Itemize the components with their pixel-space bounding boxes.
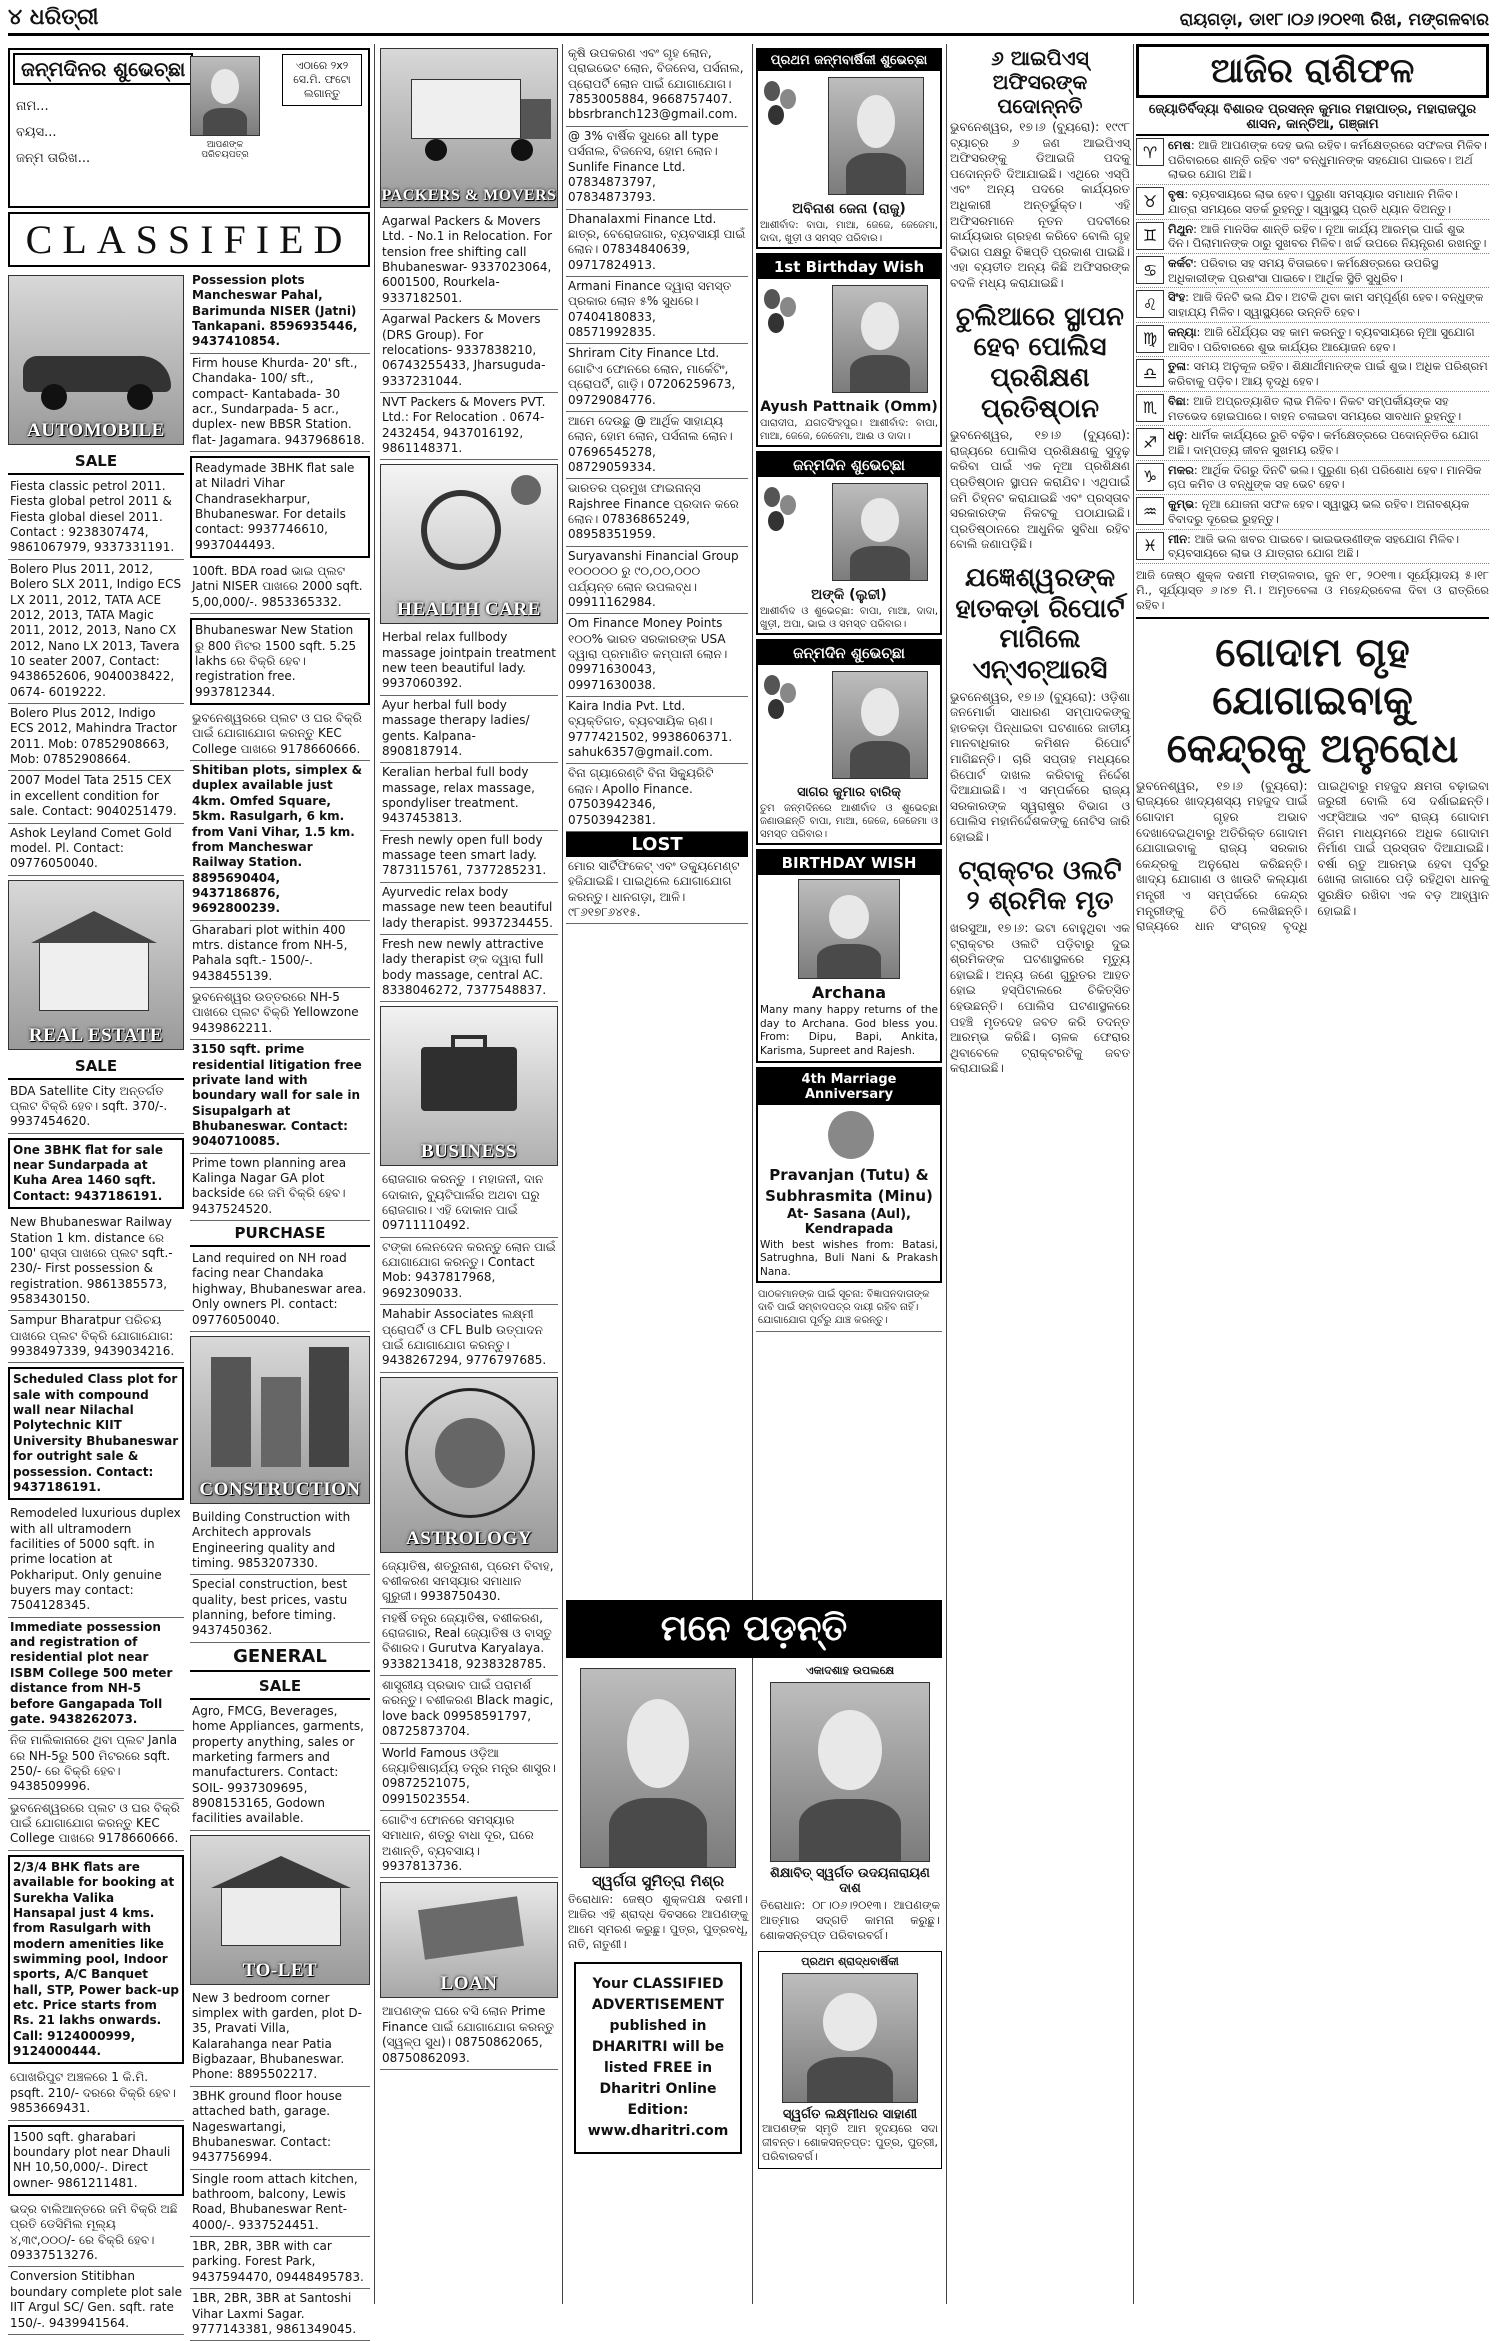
packers-ad: Agarwal Packers & Movers (DRS Group). For relocations- 9337838210, 06743255433, Jharsuguda- 9337231044. [380, 310, 558, 393]
plot-ad: Bhubaneswar New Station ରୁ 800 ମିଟର 1500 sqft. 5.25 lakhs ରେ ବିକ୍ରି ହେବ। registration free. 9937812344. [190, 618, 370, 705]
memorial-right-name: ଶିକ୍ଷାବିତ୍ ସ୍ୱର୍ଗତ ଉଦୟନାରାୟଣ ଦାଶ [770, 1866, 930, 1896]
purchase-ad: Land required on NH road facing near Chandaka highway, Bhubaneswar area. Only owners Pl. contact: 09776050040. [190, 1249, 370, 1332]
column-divider [374, 44, 375, 2304]
child-photo [832, 483, 928, 581]
zodiac-name: ମେଷ [1168, 138, 1191, 152]
horoscope-text: କୁମ୍ଭ: ନୂଆ ଯୋଜନା ସଫଳ ହେବ। ସ୍ୱାସ୍ଥ୍ୟ ଭଲ ରହିବ। ଅନାବଶ୍ୟକ ବିବାଦରୁ ଦୂରେଇ ରୁହନ୍ତୁ। [1168, 497, 1470, 526]
zodiac-name: କନ୍ୟା [1168, 324, 1197, 339]
child-photo [832, 285, 928, 393]
birthday-greeting-2 [756, 639, 942, 845]
horoscope-item [1136, 323, 1489, 357]
general-sale-heading: SALE [190, 1674, 370, 1700]
astrology-ad: ଗୋଟିଏ ଫୋନରେ ସମସ୍ୟାର ସମାଧାନ, ଶତ୍ରୁ ବାଧା ଦୂର, ଘରେ ଅଶାନ୍ତି, ବ୍ୟବସାୟ। 9937813736. [380, 1811, 558, 1878]
photo-placeholder: ଏଠାରେ ୨x୨ ସେ.ମି. ଫଟୋ ଲଗାନ୍ତୁ [282, 54, 362, 106]
horoscope-prediction: ଆଜି ଦିନଟି ଭଲ ଯିବ। ଅଟକି ଥିବା କାମ ସମ୍ପୂର୍ଣ୍ଣ ହେବ। ବନ୍ଧୁଙ୍କ ସାହାଯ୍ୟ ମିଳିବ। ସ୍ୱାସ୍ଥ୍ୟରେ ଉନ୍ନତି ହେବ। [1168, 290, 1484, 320]
zodiac-name: ବୃଷ [1168, 187, 1185, 202]
birthday-wish-text: Many many happy returns of the day to Archana. God bless you. From: Dipu, Bapi, Ankita, Karisma, Supreet and Rajesh. [760, 1004, 938, 1057]
page-number-title: ୪ ଧରିତ୍ରୀ [8, 5, 99, 30]
realestate-ad: Immediate possession and registration of residential plot near ISBM College 500 meter distance from NH-5 before Gangapada Toll gate. 9438262073. [8, 1618, 184, 1732]
memorial-third-name: ସ୍ୱର୍ଗତ ଲକ୍ଷ୍ମୀଧର ସାହାଣୀ [782, 2106, 918, 2122]
first-birthday-english-heading: 1st Birthday Wish [758, 255, 940, 279]
horoscope-prediction: ଆଜି ମାନସିକ ଶାନ୍ତି ରହିବ। ନୂଆ କାର୍ଯ୍ୟ ଆରମ୍ଭ ପାଇଁ ଶୁଭ ଦିନ। ପିଲାମାନଙ୍କ ଠାରୁ ସୁଖବର ମିଳିବ। ଖର୍ଚ୍ଚ ଉପରେ ନିୟନ୍ତ୍ରଣ ରଖନ୍ତୁ। [1168, 221, 1487, 251]
horoscope-item [1136, 136, 1489, 185]
zodiac-icon: ♑ [1136, 463, 1164, 491]
construction-ad: Building Construction with Architech approvals Engineering quality and timing. 9853207330. [190, 1508, 370, 1575]
birthday-greeting-2-heading: ଜନ୍ମଦିନ ଶୁଭେଚ୍ଛା [758, 641, 940, 665]
zodiac-name: କର୍କଟ [1168, 256, 1193, 271]
plot-ad: 3150 sqft. prime residential litigation free private land with boundary wall for sale in Sisupalgarh at Bhubaneswar. Contact: 9040710085. [190, 1040, 370, 1154]
horoscope-item [1136, 426, 1489, 460]
marriage-wishes: With best wishes from: Batasi, Satrughna, Buli Nani & Prakash Nana. [760, 1238, 938, 1278]
plot-ad: ଭୁବନେଶ୍ୱରରେ ପ୍ଲଟ ଓ ଘର ବିକ୍ରି ପାଇଁ ଯୋଗାଯୋଗ କରନ୍ତୁ KEC College ପାଖରେ 9178660666. [190, 709, 370, 761]
masthead [8, 6, 1489, 36]
zodiac-icon: ♐ [1136, 428, 1164, 456]
realestate-ad: Conversion Stitibhan boundary complete plot sale IIT Argul SC/ Gen. sqft. rate 150/-. 9439941564. [8, 2267, 184, 2334]
memorial-block [566, 1600, 942, 2300]
memorial-right-occasion: ଏକାଦଶାହ ଉପଲକ୍ଷେ [805, 1664, 895, 1677]
horoscope-list [1136, 136, 1489, 564]
horoscope-item [1136, 185, 1489, 219]
godam-story: ଭୁବନେଶ୍ୱର, ୧୭।୬ (ବ୍ୟୁରୋ): ରାଜ୍ୟରେ ଖାଦ୍ୟଶସ୍ୟ ମହଜୁଦ ପାଇଁ ଗୋଦାମ ଗୃହର ଅଭାବ ଦେଖାଦେଇଥିବାରୁ ଅତିରିକ୍ତ ଗୋଦାମ ଯୋଗାଇବାକୁ ରାଜ୍ୟ ସରକାର କେନ୍ଦ୍ରକୁ ଅନୁରୋଧ କରିଛନ୍ତି। ଖାଦ୍ୟ ଯୋଗାଣ ଓ ଖାଉଟି କଲ୍ୟାଣ ମନ୍ତ୍ରୀ ଏ ସମ୍ପର୍କରେ କେନ୍ଦ୍ର ମନ୍ତ୍ରୀଙ୍କୁ ଚିଠି ଲେଖିଛନ୍ତି। ରାଜ୍ୟରେ ଧାନ ସଂଗ୍ରହ ବୃଦ୍ଧି ପାଇଥିବାରୁ ମହଜୁଦ କ୍ଷମତା ବଢ଼ାଇବା ଜରୁରୀ ବୋଲି ସେ ଦର୍ଶାଇଛନ୍ତି। ଏଫ୍‌ସିଆଇ ଏବଂ ରାଜ୍ୟ ଗୋଦାମ ନିଗମ ମାଧ୍ୟମରେ ଅଧିକ ଗୋଦାମ ନିର୍ମାଣ ପାଇଁ ପ୍ରସ୍ତାବ ଦିଆଯାଇଛି। ବର୍ଷା ଋତୁ ଆରମ୍ଭ ହେବା ପୂର୍ବରୁ ଖୋଲା ଜାଗାରେ ପଡ଼ି ରହିଥିବା ଧାନକୁ ସୁରକ୍ଷିତ ରଖିବା ଏକ ବଡ଼ ଆହ୍ୱାନ ହୋଇଛି। [1136, 778, 1489, 934]
chulia-headline: ଚୁଲିଆରେ ସ୍ଥାପନ ହେବ ପୋଲିସ ପ୍ରଶିକ୍ଷଣ ପ୍ରତିଷ୍ଠାନ [956, 301, 1124, 424]
horoscope-text: ବୃଷ: ବ୍ୟବସାୟରେ ଲାଭ ହେବ। ପୁରୁଣା ସମସ୍ୟାର ସମାଧାନ ମିଳିବ। ଯାତ୍ରା ସମୟରେ ସତର୍କ ରୁହନ୍ତୁ। ସ୍ୱାସ୍ଥ୍ୟ ପ୍ରତି ଧ୍ୟାନ ଦିଅନ୍ତୁ। [1168, 187, 1458, 216]
realestate-ad: BDA Satellite City ଅନ୍ତର୍ଗତ ପ୍ଲଟ ବିକ୍ରି ହେବ। sqft. 370/-. 9937454620. [8, 1082, 184, 1134]
zodiac-name: ମୀନ [1168, 531, 1188, 546]
loan-section-image [380, 1882, 558, 1998]
health-ad: Fresh new newly attractive lady therapist ଙ୍କ ଦ୍ୱାରା full body massage, central AC. 8338046272, 7377548837. [380, 935, 558, 1002]
sample-photo [190, 56, 260, 136]
general-ad: Agro, FMCG, Beverages, home Appliances, garments, property anything, sales or marketing farmers and manufacturers. Contact: SOIL- 9937309695, 8908153165, Godown facilities available. [190, 1702, 370, 1831]
horoscope-prediction: ସମୟ ଅନୁକୂଳ ରହିବ। ଶିକ୍ଷାର୍ଥୀମାନଙ୍କ ପାଇଁ ଶୁଭ। ଅଧିକ ପରିଶ୍ରମ କରିବାକୁ ପଡ଼ିବ। ଆୟ ବୃଦ୍ଧି ହେବ। [1168, 359, 1488, 389]
packers-ad: NVT Packers & Movers PVT. Ltd.: For Relocation . 0674-2432454, 9437016192, 9861148371. [380, 393, 558, 460]
health-ad: Herbal relax fullbody massage jointpain treatment new teen beautiful lady. 9937060392. [380, 628, 558, 695]
zodiac-name: ମିଥୁନ [1168, 221, 1194, 236]
memorial-photo-third [782, 1973, 918, 2103]
zodiac-icon: ♏ [1136, 394, 1164, 422]
general-heading: GENERAL [190, 1643, 370, 1672]
auto-ad: Bolero Plus 2011, 2012, Bolero SLX 2011, Indigo ECS LX 2011, 2012, TATA ACE 2012, 2013, TATA Magic 2011, 2012, 2013, Nano CX 2012, Nano LX 2013, Tavera 10 seater 2007, Contact: 9438652606, 9040038422, 0674- 6019222. [8, 560, 184, 704]
finance-ad: କୃଷି ଉପକରଣ ଏବଂ ଗୃହ ଲୋନ, ପ୍ରାଇଭେଟ ଲୋନ, ବିଜନେସ, ପର୍ସନାଲ, ପ୍ରୋପର୍ଟି ଲୋନ ପାଇଁ ଯୋଗାଯୋଗ। 7853005884, 9668757407. bbsrbranch123@gmail.com. [566, 44, 748, 127]
health-ad: Ayur herbal full body massage therapy ladies/ gents. Kalpana- 8908187914. [380, 696, 558, 763]
plot-ad: Prime town planning area Kalinga Nagar GA plot backside ରେ ଜମି ବିକ୍ରି ହେବ। 9437524520. [190, 1154, 370, 1221]
form-field-name: ନାମ... [16, 99, 49, 114]
loan-ad: ଆପଣଙ୍କ ଘରେ ବସି ଲୋନ Prime Finance ପାଇଁ ଯୋଗାଯୋଗ କରନ୍ତୁ (ସ୍ୱଳ୍ପ ସୁଧ)। 08750862065, 08750862093. [380, 2002, 558, 2069]
zodiac-icon: ♓ [1136, 532, 1164, 560]
memorial-left-name: ସ୍ୱର୍ଗତା ସୁମିତ୍ରା ମିଶ୍ର [591, 1872, 725, 1890]
horoscope-prediction: ଆଜି ଭଲ ଖବର ପାଇବେ। ଭାଇଭଉଣୀଙ୍କ ସହଯୋଗ ମିଳିବ। ବ୍ୟବସାୟରେ ଲାଭ ଓ ଯାତ୍ରାର ଯୋଗ ଅଛି। [1168, 531, 1460, 561]
realestate-ad: ଭୁବନେଶ୍ୱରରେ ପ୍ଲଟ ଓ ଘର ବିକ୍ରି ପାଇଁ ଯୋଗାଯୋଗ କରନ୍ତୁ KEC College ପାଖରେ 9178660666. [8, 1799, 184, 1851]
birthday-form [8, 48, 370, 208]
business-ad: ଟଙ୍କା ଲେନଦେନ କରନ୍ତୁ ଲୋନ ପାଇଁ ଯୋଗାଯୋଗ କରନ୍ତୁ। Contact Mob: 9437817968, 9692309033. [380, 1238, 558, 1305]
zodiac-icon: ♒ [1136, 497, 1164, 525]
realestate-title: REAL ESTATE [28, 1024, 164, 1046]
memorial-left-text: ତିରୋଧାନ: ଜେଷ୍ଠ ଶୁକ୍ଳପକ୍ଷ ଦଶମୀ। ଆଜିର ଏହି ଶ୍ରାଦ୍ଧ ଦିବସରେ ଆପଣଙ୍କୁ ଆମେ ସ୍ମରଣ କରୁଛୁ। ପୁତ୍ର, ପୁତ୍ରବଧୂ, ନାତି, ନାତୁଣୀ। [568, 1892, 748, 1951]
horoscope-text: ବିଛା: ଆଜି ଅପ୍ରତ୍ୟାଶିତ ଲାଭ ମିଳିବ। ନିକଟ ସମ୍ପର୍କୀୟଙ୍କ ସହ ମତଭେଦ ହୋଇପାରେ। ବାହନ ଚଳାଇବା ସମୟରେ ସାବଧାନ ରୁହନ୍ତୁ। [1168, 393, 1462, 423]
tolet-ad: 1BR, 2BR, 3BR at Santoshi Vihar Laxmi Sagar. 9777143381, 9861349045. [190, 2289, 370, 2341]
plot-ad: 100ft. BDA road ଭାଇ ପ୍ଲଟ Jatni NISER ପାଖରେ 2000 sqft. 5,00,000/-. 9853365332. [190, 562, 370, 614]
column-divider [562, 44, 563, 2304]
finance-ad: Kaira India Pvt. Ltd. ବ୍ୟକ୍ତିଗତ, ବ୍ୟବସାୟିକ ଋଣ। 9777421502, 9938606371. sahuk6357@gmail.com. [566, 697, 748, 764]
finance-ad: ବିନା ଗ୍ୟାରେଣ୍ଟି ବିନା ସିକ୍ୟୁରିଟି ଲୋନ। Apollo Finance. 07503942346, 07503942381. [566, 764, 748, 831]
birthday-wish-archana [756, 849, 942, 1063]
plot-ad: Possession plots Mancheswar Pahal, Barimunda NISER (Jatni) Tankapani. 8596935446, 9437410854. [190, 271, 370, 354]
horoscope-astrologer: ଜ୍ୟୋତିର୍ବିଦ୍ୟା ବିଶାରଦ ପ୍ରସନ୍ନ କୁମାର ମହାପାତ୍ର, ମହାରାଜପୁର ଶାସନ, କାନ୍ତିଆ, ଗଞ୍ଜାମ [1136, 100, 1489, 136]
realestate-ad: Scheduled Class plot for sale with compound wall near Nilachal Polytechnic KIIT University Bhubaneswar for outright sale & possession. Contact: 9437186191. [8, 1367, 184, 1500]
horoscope-text: ମକର: ଆର୍ଥିକ ଦିଗରୁ ଦିନଟି ଭଲ। ପୁରୁଣା ଋଣ ପରିଶୋଧ ହେବ। ମାନସିକ ଚାପ କମିବ ଓ ବନ୍ଧୁଙ୍କ ସହ ଭେଟ ହେବ। [1168, 462, 1482, 492]
horoscope-text: ମିଥୁନ: ଆଜି ମାନସିକ ଶାନ୍ତି ରହିବ। ନୂଆ କାର୍ଯ୍ୟ ଆରମ୍ଭ ପାଇଁ ଶୁଭ ଦିନ। ପିଲାମାନଙ୍କ ଠାରୁ ସୁଖବର ମିଳିବ। ଖର୍ଚ୍ଚ ଉପରେ ନିୟନ୍ତ୍ରଣ ରଖନ୍ତୁ। [1168, 221, 1487, 251]
finance-ad: Om Finance Money Points ୧୦୦% ଭାରତ ସରକାରଙ୍କ USA ଦ୍ୱାରା ପ୍ରମାଣିତ କମ୍ପାନୀ ଲୋନ। 09971630043, 09971630038. [566, 614, 748, 697]
first-birthday-odia-text: ଆଶୀର୍ବାଦ: ବାପା, ମାଆ, ଜେଜେ, ଜେଜେମା, ଦାଦା, ଖୁଡ଼ୀ ଓ ସମସ୍ତ ପରିବାର। [760, 220, 938, 244]
child-photo [832, 671, 928, 779]
tolet-ad: 3BHK ground floor house attached bath, garage. Nageswartangi, Bhubaneswar. Contact: 9437756994. [190, 2087, 370, 2170]
construction-section-image [190, 1336, 370, 1504]
finance-ad: ଭାରତର ପ୍ରମୁଖ ଫାଇନାନ୍ସ Rajshree Finance ପ୍ରଦାନ କରେ ଲୋନ। 07836865249, 08958351959. [566, 479, 748, 546]
zodiac-icon: ♌ [1136, 290, 1164, 318]
memorial-photo-right [770, 1682, 930, 1862]
yajna-story: ଭୁବନେଶ୍ୱର, ୧୭।୬ (ବ୍ୟୁରୋ): ଓଡ଼ିଶା ଜନମୋର୍ଚ୍ଚା ସାଧାରଣ ସମ୍ପାଦକଙ୍କୁ ହାତକଡ଼ା ପିନ୍ଧାଇବା ଘଟଣାରେ ଜାତୀୟ ମାନବାଧିକାର କମିଶନ ରିପୋର୍ଟ ମାଗିଛନ୍ତି। ଚାରି ସପ୍ତାହ ମଧ୍ୟରେ ରିପୋର୍ଟ ଦାଖଲ କରିବାକୁ ନିର୍ଦ୍ଦେଶ ଦିଆଯାଇଛି। ଏ ସମ୍ପର୍କରେ ରାଜ୍ୟ ସରକାରଙ୍କ ସ୍ୱରାଷ୍ଟ୍ର ବିଭାଗ ଓ ପୋଲିସ ମହାନିର୍ଦ୍ଦେଶକଙ୍କୁ ନୋଟିସ ଜାରି ହୋଇଛି। [950, 689, 1130, 844]
panji-info: ଆଜି ଜେଷ୍ଠ ଶୁକ୍ଳ ଦଶମୀ ମଙ୍ଗଳବାର, ଜୁନ ୧୮, ୨୦୧୩। ସୂର୍ଯ୍ୟୋଦୟ ୫।୧୮ ମି., ସୂର୍ଯ୍ୟାସ୍ତ ୬।୪୭ ମି.। ଅମୃତବେଳା ଓ ମହେନ୍ଦ୍ରବେଳା ଦିବା ଓ ରାତ୍ରିରେ ରହିବ। [1136, 568, 1489, 619]
realestate-ad: ଭଦ୍ର ବାଲିଆନ୍ତରେ ଜମି ବିକ୍ରି ଅଛି ପ୍ରତି ଡେସିମିଲ ମୂଲ୍ୟ ୪,୩୯,୦୦୦/- ରେ ବିକ୍ରି ହେବ। 09337513276. [8, 2200, 184, 2267]
loan-title: LOAN [440, 1973, 498, 1995]
finance-ad: Suryavanshi Financial Group ୧୦୦୦୦୦ ରୁ ୯୦,୦୦,୦୦୦ ପର୍ଯ୍ୟନ୍ତ ଲୋନ ଉପଲବ୍ଧ। 09911162984. [566, 547, 748, 614]
zodiac-name: ଧନୁ [1168, 428, 1184, 443]
realestate-ad: Remodeled luxurious duplex with all ultramodern facilities of 5000 sqft. in prime location at Pokhariput. Only genuine buyers may contact: 7504128345. [8, 1504, 184, 1618]
birthday-form-title: ଜନ୍ମଦିନର ଶୁଭେଚ୍ଛା [13, 53, 193, 85]
healthcare-title: HEALTH CARE [397, 599, 541, 621]
zodiac-icon: ♋ [1136, 256, 1164, 284]
business-ad: ରୋଜଗାର କରନ୍ତୁ । ମହାଜନୀ, ଦାନ ଦୋକାନ, ବ୍ୟୁଟିପାର୍ଲର ଅଥବା ଘରୁ ରୋଜଗାର। ଏହି ଦୋକାନ ପାଇଁ 09711110492. [380, 1170, 558, 1237]
marriage-place: At- Sasana (Aul), Kendrapada [787, 1206, 911, 1237]
plot-ad: Readymade 3BHK flat sale at Niladri Vihar Chandrasekharpur, Bhubaneswar. For details contact: 9937746610, 9937044493. [190, 456, 370, 558]
realestate-ad: ନିଜ ମାଲିକାନାରେ ଥିବା ପ୍ଲଟ Janla ରେ NH-5ରୁ 500 ମିଟରରେ sqft. 250/- ରେ ବିକ୍ରି ହେବ। 9438509996. [8, 1731, 184, 1798]
horoscope-text: ତୁଳା: ସମୟ ଅନୁକୂଳ ରହିବ। ଶିକ୍ଷାର୍ଥୀମାନଙ୍କ ପାଇଁ ଶୁଭ। ଅଧିକ ପରିଶ୍ରମ କରିବାକୁ ପଡ଼ିବ। ଆୟ ବୃଦ୍ଧି ହେବ। [1168, 359, 1488, 389]
realestate-ad: New Bhubaneswar Railway Station 1 km. distance ରେ 100' ରାସ୍ତା ପାଖରେ ପ୍ଲଟ sqft.- 230/- First possession & registration. 9861385573, 9583430150. [8, 1213, 184, 1311]
birthday-greeting-1-name: ଅଙ୍କି (ଲୁଚ୍ଚୀ) [811, 587, 887, 603]
horoscope-prediction: ବ୍ୟବସାୟରେ ଲାଭ ହେବ। ପୁରୁଣା ସମସ୍ୟାର ସମାଧାନ ମିଳିବ। ଯାତ୍ରା ସମୟରେ ସତର୍କ ରୁହନ୍ତୁ। ସ୍ୱାସ୍ଥ୍ୟ ପ୍ରତି ଧ୍ୟାନ ଦିଅନ୍ତୁ। [1168, 187, 1458, 216]
horoscope-item [1136, 357, 1489, 391]
realestate-ad: ପୋଖରିପୁଟ ଅଞ୍ଚଳରେ 1 କି.ମି. psqft. 210/- ଦରରେ ବିକ୍ରି ହେବ। 9853669431. [8, 2068, 184, 2120]
realestate-ad: 2/3/4 BHK flats are available for booking at Surekha Valika Hansapal just 4 kms. from Rasulgarh with modern amenities like swimming pool, Indoor sports, A/C Banquet hall, STP, Power back-up etc. Price starts from Rs. 21 lakhs onwards. Call: 9124000999, 9124000444. [8, 1855, 184, 2065]
birthday-greeting-1 [756, 451, 942, 635]
packers-ad: Agarwal Packers & Movers Ltd. - No.1 in Relocation. For tension free shifting call Bhubaneswar- 9337023064, 6001500, Rourkela- 9337182501. [380, 212, 558, 310]
finance-ad: ଆମେ ଦେଉଛୁ @ ଆର୍ଥିକ ସାହାଯ୍ୟ ଲୋନ, ହୋମ ଲୋନ, ପର୍ସନାଲ ଲୋନ। 07696545278, 08729059334. [566, 412, 748, 479]
column-5 [756, 44, 942, 1594]
finance-ad: Dhanalaxmi Finance Ltd. ଛାତ୍ର, ବେରୋଜଗାର, ବ୍ୟବସାୟୀ ପାଇଁ ଲୋନ। 07834840639, 09717824913. [566, 210, 748, 277]
tolet-ad: New 3 bedroom corner simplex with garden, plot D-35, Pravati Villa, Kalarahanga near Patia Bigbazaar, Bhubaneswar. Phone: 8895502217. [190, 1989, 370, 2087]
horoscope-item [1136, 254, 1489, 288]
realestate-ad: One 3BHK flat for sale near Sundarpada at Kuha Area 1460 sqft. Contact: 9437186191. [8, 1138, 184, 1209]
memorial-third-occasion: ପ୍ରଥମ ଶ୍ରାଦ୍ଧବାର୍ଷିକୀ [801, 1954, 899, 1968]
ips-headline: ୬ ଆଇପିଏସ୍ ଅଫିସରଙ୍କ ପଦୋନ୍ନତି [991, 46, 1089, 118]
horoscope-text: ମୀନ: ଆଜି ଭଲ ଖବର ପାଇବେ। ଭାଇଭଉଣୀଙ୍କ ସହଯୋଗ ମିଳିବ। ବ୍ୟବସାୟରେ ଲାଭ ଓ ଯାତ୍ରାର ଯୋଗ ଅଛି। [1168, 531, 1460, 561]
zodiac-name: ସିଂହ [1168, 290, 1186, 305]
lost-heading: LOST [566, 832, 748, 857]
photo-caption: ଆପଣଙ୍କ ପରିଚୟପତ୍ର [201, 140, 249, 160]
horoscope-item [1136, 461, 1489, 495]
auto-ad: Bolero Plus 2012, Indigo ECS 2012, Mahindra Tractor 2011. Mob: 07852908663, Mob: 07852908664. [8, 704, 184, 771]
auto-ad: Fiesta classic petrol 2011. Fiesta global petrol 2011 & Fiesta global diesel 2011. Contact : 9238307474, 9861067979, 9337331191. [8, 477, 184, 560]
tolet-title: TO-LET [242, 1959, 318, 1981]
construction-ad: Special construction, best quality, best prices, vastu planning, before timing. 9437450362. [190, 1575, 370, 1642]
horoscope-prediction: ଆଜି ଧୈର୍ଯ୍ୟର ସହ କାମ କରନ୍ତୁ। ବ୍ୟବସାୟରେ ନୂଆ ସୁଯୋଗ ଆସିବ। ପରିବାରରେ ଶୁଭ କାର୍ଯ୍ୟର ଆୟୋଜନ ହେବ। [1168, 324, 1475, 354]
reader-notice: ପାଠକମାନଙ୍କ ପାଇଁ ସୂଚନା: ବିଜ୍ଞାପନଦାତାଙ୍କ ଦାବି ପାଇଁ ସମ୍ବାଦପତ୍ର ଦାୟୀ ରହିବ ନାହିଁ। ଯୋଗାଯୋଗ ପୂର୍ବରୁ ଯାଞ୍ଚ କରନ୍ତୁ। [756, 1287, 942, 1331]
form-field-age: ବୟସ... [16, 125, 57, 140]
finance-ad: Armani Finance ଦ୍ୱାରା ସମସ୍ତ ପ୍ରକାର ଲୋନ ୫% ସୁଧରେ। 07404180833, 08571992835. [566, 277, 748, 344]
child-photo [828, 77, 924, 195]
classified-banner: CLASSIFIED [8, 212, 370, 267]
realestate-section-image [8, 880, 184, 1050]
chulia-story: ଭୁବନେଶ୍ୱର, ୧୭।୬ (ବ୍ୟୁରୋ): ରାଜ୍ୟରେ ପୋଲିସ ପ୍ରଶିକ୍ଷଣକୁ ସୁଦୃଢ଼ କରିବା ପାଇଁ ଏକ ନୂଆ ପ୍ରଶିକ୍ଷଣ ପ୍ରତିଷ୍ଠାନ ସ୍ଥାପନ କରାଯିବ। ଏଥିପାଇଁ ଜମି ଚିହ୍ନଟ କରାଯାଇଛି ଏବଂ ପ୍ରସ୍ତାବ ସରକାରଙ୍କ ନିକଟକୁ ପଠାଯାଇଛି। ପ୍ରତିଷ୍ଠାନରେ ଆଧୁନିକ ସୁବିଧା ରହିବ ବୋଲି ଜଣାପଡ଼ିଛି। [950, 428, 1130, 552]
horoscope-prediction: ଆର୍ଥିକ ଦିଗରୁ ଦିନଟି ଭଲ। ପୁରୁଣା ଋଣ ପରିଶୋଧ ହେବ। ମାନସିକ ଚାପ କମିବ ଓ ବନ୍ଧୁଙ୍କ ସହ ଭେଟ ହେବ। [1168, 462, 1482, 492]
horoscope-text: କନ୍ୟା: ଆଜି ଧୈର୍ଯ୍ୟର ସହ କାମ କରନ୍ତୁ। ବ୍ୟବସାୟରେ ନୂଆ ସୁଯୋଗ ଆସିବ। ପରିବାରରେ ଶୁଭ କାର୍ଯ୍ୟର ଆୟୋଜନ ହେବ। [1168, 324, 1475, 354]
horoscope-item [1136, 288, 1489, 322]
horoscope-text: ଧନୁ: ଧାର୍ମିକ କାର୍ଯ୍ୟରେ ରୁଚି ବଢ଼ିବ। କର୍ମକ୍ଷେତ୍ରରେ ପଦୋନ୍ନତିର ଯୋଗ ଅଛି। ଦାମ୍ପତ୍ୟ ଜୀବନ ସୁଖମୟ ରହିବ। [1168, 428, 1479, 457]
horoscope-text: ସିଂହ: ଆଜି ଦିନଟି ଭଲ ଯିବ। ଅଟକି ଥିବା କାମ ସମ୍ପୂର୍ଣ୍ଣ ହେବ। ବନ୍ଧୁଙ୍କ ସାହାଯ୍ୟ ମିଳିବ। ସ୍ୱାସ୍ଥ୍ୟରେ ଉନ୍ନତି ହେବ। [1168, 290, 1484, 320]
astrology-ad: ମହର୍ଷି ତନ୍ତ୍ର ଜ୍ୟୋତିଷ, ବଶୀକରଣ, ରୋଜଗାର, Real ଜ୍ୟୋତିଷ ଓ ବାସ୍ତୁ ବିଶାରଦ। Gurutva Karyalaya. 9338213418, 9238328785. [380, 1609, 558, 1676]
first-birthday-odia-heading: ପ୍ରଥମ ଜନ୍ମବାର୍ଷିକୀ ଶୁଭେଚ୍ଛା [758, 50, 940, 71]
packers-section-image [380, 48, 558, 208]
plot-ad: Gharabari plot within 400 mtrs. distance from NH-5, Pahala sqft.- 1500/-. 9438455139. [190, 921, 370, 988]
health-ad: Ayurvedic relax body massage new teen beautiful lady therapist. 9937234455. [380, 883, 558, 935]
realestate-ad: Sampur Bharatpur ପରିଚୟ ପାଖରେ ପ୍ଲଟ ବିକ୍ରି ଯୋଗାଯୋଗ: 9938497339, 9439034216. [8, 1311, 184, 1363]
astrology-ad: ଜ୍ୟୋତିଷ, ଶତ୍ରୁନାଶ, ପ୍ରେମ ବିବାହ, ବଶୀକରଣ ସମସ୍ୟାର ସମାଧାନ ଗୁରୁଜୀ। 9938750430. [380, 1557, 558, 1609]
dharitri-online-promo: Your CLASSIFIED ADVERTISEMENT published in DHARITRI will be listed FREE in Dharitri Online Edition: www.dharitri.com [574, 1962, 742, 2154]
horoscope-item [1136, 392, 1489, 426]
birthday-wish-heading: BIRTHDAY WISH [758, 851, 940, 875]
sale-heading: SALE [8, 1054, 184, 1080]
first-birthday-english-text: ପାରାଦୀପ, ଯଗତସିଂହପୁର। ଆଶୀର୍ବାଦ: ବାପା, ମାଆ, ଜେଜେ, ଜେଜେମା, ଆଈ ଓ ଦାଦା। [760, 418, 938, 442]
plot-ad: Firm house Khurda- 20' sft., Chandaka- 100/ sft., compact- Kantabada- 30 acr., Sundarpada- 5 acr., duplex- new BBSR Station. flat- Jagamara. 9437968618. [190, 354, 370, 452]
horoscope-item [1136, 530, 1489, 564]
birthday-wish-name: Archana [811, 983, 887, 1002]
business-section-image [380, 1006, 558, 1166]
news-column [950, 44, 1130, 2304]
yajna-headline: ଯଜ୍ଞେଶ୍ୱରଙ୍କ ହାତକଡ଼ା ରିପୋର୍ଟ ମାଗିଲେ ଏନ୍‌ଏଚ୍‌ଆରସି [955, 562, 1125, 685]
horoscope-prediction: ପରିବାର ସହ ସମୟ ବିତାଇବେ। କର୍ମକ୍ଷେତ୍ରରେ ଉପରିସ୍ଥ ଅଧିକାରୀଙ୍କ ପ୍ରଶଂସା ପାଇବେ। ଆର୍ଥିକ ସ୍ଥିତି ସୁଧୁରିବ। [1168, 256, 1439, 285]
column-1 [8, 44, 370, 2336]
column-divider [946, 44, 947, 2304]
finance-ad: Shriram City Finance Ltd. ଗୋଟିଏ ଫୋନରେ ଲୋନ, ମାର୍କେଟିଂ, ପ୍ରୋପର୍ଟି, ଗାଡ଼ି। 07206259673, 09729084776. [566, 344, 748, 411]
astrology-section-image [380, 1377, 558, 1553]
plot-ad: Shitiban plots, simplex & duplex available just 4km. Omfed Square, 5km. Rasulgarh, 6 km. from Vani Vihar, 1.5 km. from Mancheswar Railway Station. 8895690404, 9437186876, 9692800239. [190, 761, 370, 921]
memorial-photo-left [580, 1668, 736, 1868]
mane-padanti-banner: ମନେ ପଡ଼ନ୍ତି [566, 1600, 942, 1658]
horoscope-prediction: ଆଜି ଅପ୍ରତ୍ୟାଶିତ ଲାଭ ମିଳିବ। ନିକଟ ସମ୍ପର୍କୀୟଙ୍କ ସହ ମତଭେଦ ହୋଇପାରେ। ବାହନ ଚଳାଇବା ସମୟରେ ସାବଧାନ ରୁହନ୍ତୁ। [1168, 393, 1462, 423]
horoscope-prediction: ଆଜି ଆପଣଙ୍କ ଦେହ ଭଲ ରହିବ। କର୍ମକ୍ଷେତ୍ରରେ ସଫଳତା ମିଳିବ। ପରିବାରରେ ଶାନ୍ତି ରହିବ ଏବଂ ବନ୍ଧୁମାନଙ୍କ ସହଯୋଗ ପାଇବେ। ଅର୍ଥ ଲାଭର ଯୋଗ ଅଛି। [1168, 138, 1487, 182]
purchase-heading: PURCHASE [190, 1221, 370, 1247]
ips-story: ଭୁବନେଶ୍ୱର, ୧୭।୬ (ବ୍ୟୁରୋ): ୧୯୯୮ ବ୍ୟାଚ୍‌ର ୬ ଜଣ ଆଇପିଏସ୍ ଅଫିସରଙ୍କୁ ଡିଆଇଜି ପଦକୁ ପଦୋନ୍ନତି ଦିଆଯାଇଛି। ଏଥିରେ ଏସ୍‌ପି ଏବଂ ଅନ୍ୟ ପଦରେ କାର୍ଯ୍ୟରତ ଅଧିକାରୀ ଅନ୍ତର୍ଭୁକ୍ତ। ଏହି ଅଫିସରମାନେ ନୂତନ ପଦବୀରେ କାର୍ଯ୍ୟଭାର ଗ୍ରହଣ କରିବେ ବୋଲି ଗୃହ ବିଭାଗ ପକ୍ଷରୁ ବିଜ୍ଞପ୍ତି ପ୍ରକାଶ ପାଇଛି। ଏହା ବ୍ୟତୀତ ଅନ୍ୟ କିଛି ଅଫିସରଙ୍କ ବଦଳି ମଧ୍ୟ କରାଯାଇଛି। [950, 120, 1130, 290]
first-birthday-english [756, 253, 942, 447]
memorial-third-text: ଆପଣଙ୍କ ସ୍ମୃତି ଆମ ହୃଦୟରେ ସଦା ଜୀବନ୍ତ। ଶୋକସନ୍ତପ୍ତ: ପୁତ୍ର, ପୁତ୍ରୀ, ପରିବାରବର୍ଗ। [762, 2121, 938, 2164]
horoscope-text: ମେଷ: ଆଜି ଆପଣଙ୍କ ଦେହ ଭଲ ରହିବ। କର୍ମକ୍ଷେତ୍ରରେ ସଫଳତା ମିଳିବ। ପରିବାରରେ ଶାନ୍ତି ରହିବ ଏବଂ ବନ୍ଧୁମାନଙ୍କ ସହଯୋଗ ପାଇବେ। ଅର୍ଥ ଲାଭର ଯୋଗ ଅଛି। [1168, 138, 1487, 182]
archana-photo [798, 879, 900, 979]
tolet-ad: Single room attach kitchen, bathroom, balcony, Lewis Road, Bhubaneswar Rent- 4000/-. 9337524451. [190, 2170, 370, 2237]
zodiac-name: ମକର [1168, 462, 1194, 477]
dateline: ରାୟଗଡ଼ା, ଡା୧୮।୦୬।୨୦୧୩ ରିଖ, ମଙ୍ଗଳବାର [1179, 10, 1489, 30]
column-3 [380, 44, 558, 2304]
first-birthday-odia [756, 48, 942, 249]
horoscope-prediction: ନୂଆ ଯୋଜନା ସଫଳ ହେବ। ସ୍ୱାସ୍ଥ୍ୟ ଭଲ ରହିବ। ଅନାବଶ୍ୟକ ବିବାଦରୁ ଦୂରେଇ ରୁହନ୍ତୁ। [1168, 497, 1470, 526]
construction-title: CONSTRUCTION [199, 1478, 361, 1500]
auto-ad: Ashok Leyland Comet Gold model. Pl. Contact: 09776050040. [8, 824, 184, 876]
horoscope-prediction: ଧାର୍ମିକ କାର୍ଯ୍ୟରେ ରୁଚି ବଢ଼ିବ। କର୍ମକ୍ଷେତ୍ରରେ ପଦୋନ୍ନତିର ଯୋଗ ଅଛି। ଦାମ୍ପତ୍ୟ ଜୀବନ ସୁଖମୟ ରହିବ। [1168, 428, 1479, 457]
zodiac-icon: ♎ [1136, 359, 1164, 387]
astrology-ad: ଶାସ୍ତ୍ରୀୟ ପ୍ରଭାବ ପାଇଁ ପରାମର୍ଶ କରନ୍ତୁ। ବଶୀକରଣ Black magic, love back 09958591797, 08725873704. [380, 1676, 558, 1743]
horoscope-item [1136, 495, 1489, 529]
horoscope-title: ଆଜିର ରାଶିଫଳ [1136, 44, 1489, 98]
astrology-title: ASTROLOGY [406, 1527, 532, 1549]
finance-ad: @ 3% ବାର୍ଷିକ ସୁଧରେ all type ପର୍ସନାଲ, ବିଜନେସ, ହୋମ ଲୋନ। Sunlife Finance Ltd. 07834873797, 07834873793. [566, 127, 748, 210]
astrology-ad: World Famous ଓଡ଼ିଆ ଜ୍ୟୋତିଷାଚାର୍ଯ୍ୟ ତନ୍ତ୍ର ମନ୍ତ୍ର ଶାସ୍ତ୍ର। 09872521075, 09915023554. [380, 1744, 558, 1811]
health-ad: Keralian herbal full body massage, relax massage, spondyliser treatment. 9437453813. [380, 763, 558, 830]
godam-headline: ଗୋଦାମ ଗୃହ ଯୋଗାଇବାକୁ କେନ୍ଦ୍ରକୁ ଅନୁରୋଧ [1166, 629, 1459, 772]
realestate-ad: 1500 sqft. gharabari boundary plot near Dhauli NH 10,50,000/-. Direct owner- 9861211481. [8, 2125, 184, 2196]
marriage-couple-names: Pravanjan (Tutu) & Subhrasmita (Minu) [765, 1165, 933, 1205]
plot-ad: ଭୁବନେଶ୍ୱର ଉତ୍ତରରେ NH-5 ପାଖରେ ପ୍ଲଟ ବିକ୍ରି Yellowzone 9439862211. [190, 988, 370, 1040]
column-divider [1133, 44, 1134, 2304]
packers-title: PACKERS & MOVERS [381, 187, 557, 204]
tractor-headline: ଟ୍ରାକ୍ଟର ଓଲଟି ୨ ଶ୍ରମିକ ମୃତ [958, 855, 1122, 917]
horoscope-text: କର୍କଟ: ପରିବାର ସହ ସମୟ ବିତାଇବେ। କର୍ମକ୍ଷେତ୍ରରେ ଉପରିସ୍ଥ ଅଧିକାରୀଙ୍କ ପ୍ରଶଂସା ପାଇବେ। ଆର୍ଥିକ ସ୍ଥିତି ସୁଧୁରିବ। [1168, 256, 1439, 285]
marriage-anniversary [756, 1067, 942, 1284]
tolet-ad: 1BR, 2BR, 3BR with car parking. Forest Park, 9437594470, 09448495783. [190, 2237, 370, 2289]
zodiac-icon: ♊ [1136, 222, 1164, 250]
birthday-greeting-2-name: ସାଗର କୁମାର ବାରିକ୍ [797, 785, 901, 800]
zodiac-name: କୁମ୍ଭ [1168, 497, 1195, 512]
form-field-dob: ଜନ୍ମ ତାରିଖ... [16, 151, 91, 166]
auto-ad: 2007 Model Tata 2515 CEX in excellent condition for sale. Contact: 9040251479. [8, 771, 184, 823]
automobile-section-image [8, 275, 184, 445]
automobile-title: AUTOMOBILE [27, 420, 165, 441]
first-birthday-odia-name: ଅବିନାଶ ଜେନା (ରାଜୁ) [792, 201, 906, 217]
business-title: BUSINESS [421, 1141, 517, 1163]
sale-heading: SALE [8, 449, 184, 475]
zodiac-icon: ♈ [1136, 138, 1164, 166]
horoscope-item [1136, 220, 1489, 254]
zodiac-icon: ♉ [1136, 187, 1164, 215]
horoscope-column [1136, 44, 1489, 2304]
zodiac-name: ତୁଳା [1168, 359, 1186, 374]
zodiac-icon: ♍ [1136, 325, 1164, 353]
zodiac-name: ବିଛା [1168, 393, 1186, 408]
marriage-anniversary-heading: 4th Marriage Anniversary [758, 1069, 940, 1105]
lost-ad: ମୋର ସାର୍ଟିଫିକେଟ୍ ଏବଂ ଡକ୍ୟୁମେଣ୍ଟ ହଜିଯାଇଛି। ପାଇଥିଲେ ଯୋଗାଯୋଗ କରନ୍ତୁ। ଧାନଗଡ଼ା, ଆଳି। ୯୮୬୧୭୮୬୪୧୫. [566, 857, 748, 924]
birthday-greeting-2-text: ତୁମ ଜନ୍ମଦିନରେ ଆଶୀର୍ବାଦ ଓ ଶୁଭେଚ୍ଛା ଜଣାଉଛନ୍ତି ବାପା, ମାଆ, ଜେଜେ, ଜେଜେମା ଓ ସମସ୍ତ ପରିବାର। [760, 803, 938, 840]
birthday-greeting-1-text: ଆଶୀର୍ବାଦ ଓ ଶୁଭେଚ୍ଛା: ବାପା, ମାଆ, ଦାଦା, ଖୁଡ଼ୀ, ଅପା, ଭାଇ ଓ ସମସ୍ତ ପରିବାର। [760, 606, 938, 630]
first-birthday-english-name: Ayush Pattnaik (Omm) [760, 399, 938, 415]
memorial-right-text: ତିରୋଧାନ: ୦୮।୦୬।୨୦୧୩। ଆପଣଙ୍କ ଆତ୍ମାର ସଦ୍‌ଗତି କାମନା କରୁଛୁ। ଶୋକସନ୍ତପ୍ତ ପରିବାରବର୍ଗ। [760, 1898, 940, 1942]
business-ad: Mahabir Associates ଲକ୍ଷ୍ମୀ ପ୍ରୋପର୍ଟି ଓ CFL Bulb ଉତ୍ପାଦନ ପାଇଁ ଯୋଗାଯୋଗ କରନ୍ତୁ। 9438267294, 9776797685. [380, 1305, 558, 1372]
tractor-story: ଖରସୁଆ, ୧୭।୬: ଇଟା ବୋହୁଥିବା ଏକ ଟ୍ରାକ୍ଟର ଓଲଟି ପଡ଼ିବାରୁ ଦୁଇ ଶ୍ରମିକଙ୍କ ଘଟଣାସ୍ଥଳରେ ମୃତ୍ୟୁ ହୋଇଛି। ଅନ୍ୟ ଜଣେ ଗୁରୁତର ଆହତ ହୋଇ ହସ୍ପିଟାଲରେ ଚିକିତ୍ସିତ ହେଉଛନ୍ତି। ପୋଲିସ ଘଟଣାସ୍ଥଳରେ ପହଞ୍ଚି ମୃତଦେହ ଜବତ କରି ତଦନ୍ତ ଆରମ୍ଭ କରିଛି। ଚାଳକ ଫେରାର ଥିବାବେଳେ ଟ୍ରାକ୍ଟରଟିକୁ ଜବତ କରାଯାଇଛି। [950, 920, 1130, 1076]
health-ad: Fresh newly open full body massage teen smart lady. 7873115761, 7377285231. [380, 831, 558, 883]
birthday-greeting-1-heading: ଜନ୍ମଦିନ ଶୁଭେଚ୍ଛା [758, 453, 940, 477]
healthcare-section-image [380, 464, 558, 624]
tolet-section-image [190, 1835, 370, 1985]
